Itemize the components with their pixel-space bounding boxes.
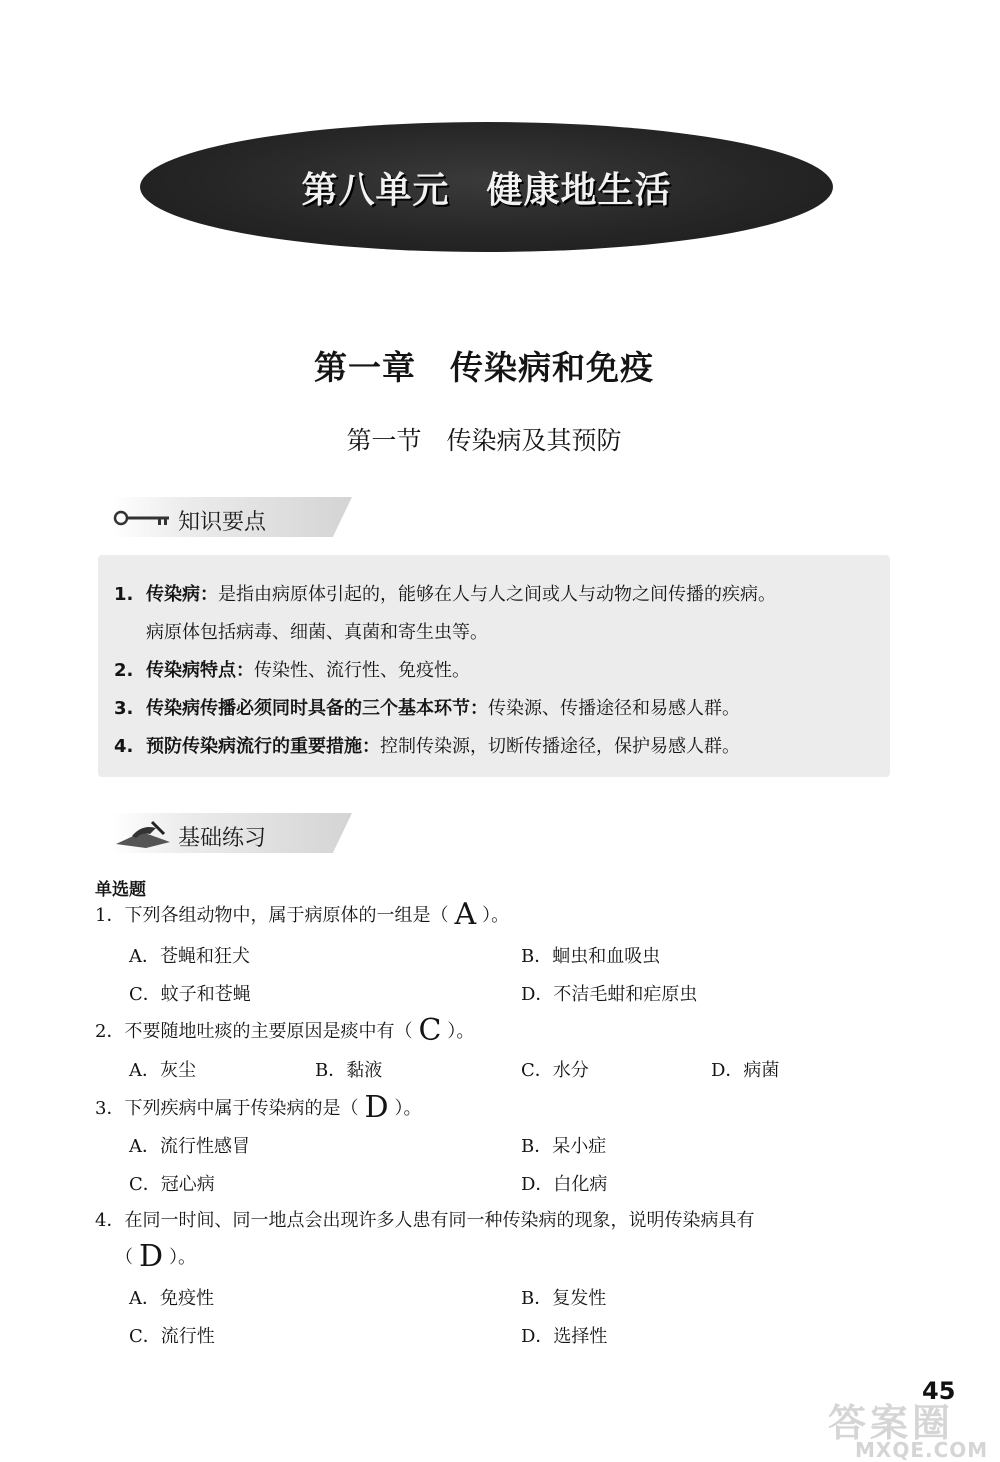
unit-title: 第八单元 健康地生活 — [301, 170, 672, 211]
hand-writing-icon — [112, 818, 174, 850]
knowledge-item-1: 1. 传染病：是指由病原体引起的，能够在人与人之间或人与动物之间传播的疾病。 — [114, 584, 776, 605]
section-title: 第一节 传染病及其预防 — [346, 426, 622, 455]
q3-option-a: A．流行性感冒 — [129, 1136, 250, 1157]
question-type: 单选题 — [95, 880, 146, 900]
knowledge-item-4: 4. 预防传染病流行的重要措施：控制传染源，切断传播途径，保护易感人群。 — [114, 736, 740, 757]
question-4-cont: （ D ）。 — [115, 1239, 197, 1274]
q2-option-c: C．水分 — [521, 1060, 589, 1081]
chapter-title: 第一章 传染病和免疫 — [314, 348, 654, 387]
watermark-logo: 答案圈 — [828, 1401, 955, 1445]
q2-option-b: B．黏液 — [315, 1060, 383, 1081]
q3-option-c: C．冠心病 — [129, 1174, 215, 1195]
key-icon — [112, 508, 172, 528]
q1-option-d: D．不洁毛蚶和疟原虫 — [521, 984, 698, 1005]
q4-option-b: B．复发性 — [521, 1288, 607, 1309]
q4-option-a: A．免疫性 — [129, 1288, 214, 1309]
watermark-url: MXQE.COM — [855, 1438, 989, 1462]
q3-option-b: B．呆小症 — [521, 1136, 607, 1157]
knowledge-label: 知识要点 — [178, 510, 267, 535]
question-4: 4．在同一时间、同一地点会出现许多人患有同一种传染病的现象，说明传染病具有 — [95, 1210, 755, 1231]
question-2: 2．不要随地吐痰的主要原因是痰中有（ C ）。 — [95, 1013, 475, 1048]
q4-option-d: D．选择性 — [521, 1326, 608, 1347]
knowledge-item-1-cont: 病原体包括病毒、细菌、真菌和寄生虫等。 — [146, 622, 488, 643]
question-1: 1．下列各组动物中，属于病原体的一组是（ A ）。 — [95, 897, 510, 932]
knowledge-item-3: 3. 传染病传播必须同时具备的三个基本环节：传染源、传播途径和易感人群。 — [114, 698, 740, 719]
answer-4: D — [139, 1239, 164, 1274]
practice-label: 基础练习 — [178, 826, 267, 851]
q2-option-d: D．病菌 — [711, 1060, 780, 1081]
q4-option-c: C．流行性 — [129, 1326, 215, 1347]
q1-option-c: C．蚊子和苍蝇 — [129, 984, 251, 1005]
question-3: 3．下列疾病中属于传染病的是（ D ）。 — [95, 1090, 422, 1125]
page-number: 45 — [922, 1377, 956, 1405]
q1-option-a: A．苍蝇和狂犬 — [129, 946, 250, 967]
answer-2: C — [418, 1013, 442, 1048]
answer-3: D — [364, 1090, 389, 1125]
q2-option-a: A．灰尘 — [129, 1060, 196, 1081]
q3-option-d: D．白化病 — [521, 1174, 608, 1195]
knowledge-item-2: 2. 传染病特点：传染性、流行性、免疫性。 — [114, 660, 470, 681]
q1-option-b: B．蛔虫和血吸虫 — [521, 946, 661, 967]
answer-1: A — [454, 897, 477, 932]
